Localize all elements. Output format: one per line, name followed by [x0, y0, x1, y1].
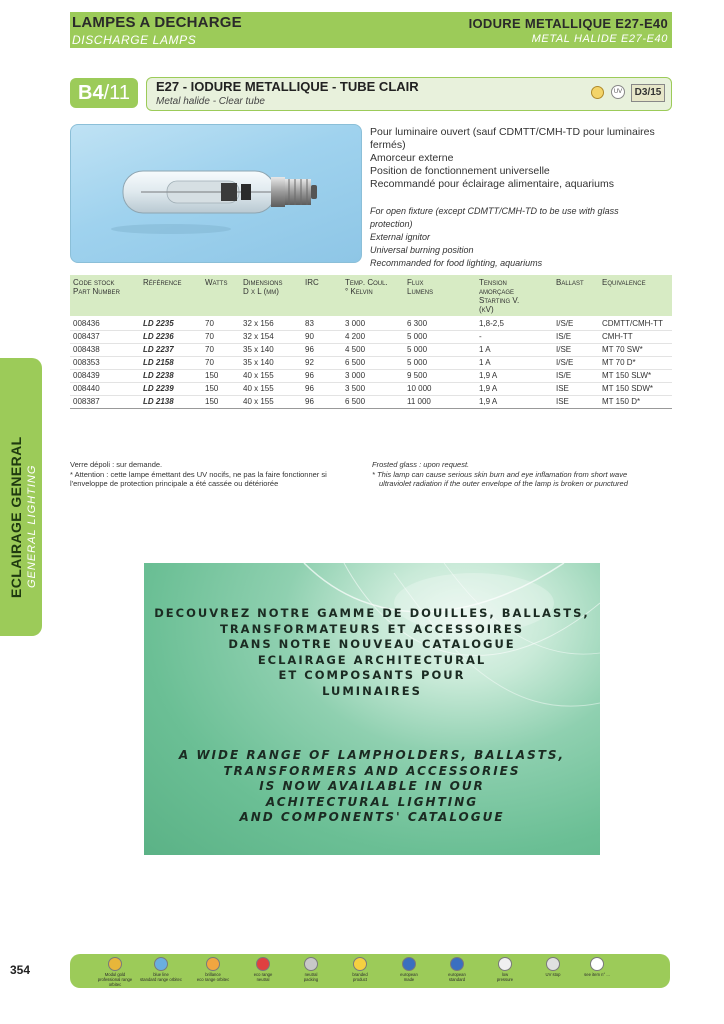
see-item-badge: D3/15 [631, 84, 665, 102]
table-cell: 9 500 [404, 370, 476, 383]
table-cell: 008387 [70, 396, 140, 409]
legend-symbol-icon [108, 957, 122, 971]
description-fr [370, 126, 680, 191]
table-cell: 90 [302, 331, 342, 344]
legend-item [92, 957, 138, 987]
description-fr-line: Recommandé pour éclairage alimentaire, aquariums [370, 178, 614, 190]
section-code [70, 78, 138, 108]
header-product-en: METAL HALIDE E27-E40 [531, 33, 668, 45]
table-cell: 32 x 154 [240, 331, 302, 344]
description-en [370, 205, 680, 270]
table-cell: 1 A [476, 344, 553, 357]
table-row [70, 357, 672, 370]
table-cell: ISE [553, 383, 599, 396]
promo-fr-line: DANS NOTRE NOUVEAU CATALOGUE [228, 637, 516, 651]
table-cell: IS/E [553, 331, 599, 344]
promo-en-line: AND COMPONENTS' CATALOGUE [239, 810, 505, 824]
table-row [70, 316, 672, 331]
legend-label: branded [352, 972, 368, 977]
table-cell: 35 x 140 [240, 357, 302, 370]
description-en-line: External ignitor [370, 232, 431, 242]
col-header-dimensions: Dimensions D x L (mm) [240, 275, 302, 316]
legend-label: UV stop [545, 972, 561, 977]
table-cell: MT 150 D* [599, 396, 672, 409]
table-cell: 008353 [70, 357, 140, 370]
table-cell: 32 x 156 [240, 316, 302, 331]
note-fr-line: Verre dépoli : sur demande. [70, 460, 163, 469]
col-header-stock-code: Code stock Part Number [70, 275, 140, 316]
legend-label: neutral [304, 972, 318, 977]
table-cell: 3 000 [342, 370, 404, 383]
promo-en-line: IS NOW AVAILABLE IN OUR [259, 779, 485, 793]
table-cell: 70 [202, 316, 240, 331]
legend-sublabel: made [403, 977, 415, 982]
section-title-fr: E27 - IODURE METALLIQUE - TUBE CLAIR [156, 79, 419, 94]
table-cell: LD 2237 [140, 344, 202, 357]
table-row [70, 383, 672, 396]
legend-label: see item n° ... [584, 972, 610, 977]
note-en-line: ultraviolet radiation if the outer envelope of the lamp is broken or punctured [379, 479, 628, 488]
table-cell: 150 [202, 396, 240, 409]
side-tab-label-en: GENERAL LIGHTING [26, 464, 38, 588]
section-code-main: B4 [78, 82, 104, 104]
promo-en-line: ACHITECTURAL LIGHTING [265, 794, 479, 809]
table-cell: 5 000 [404, 357, 476, 370]
note-en-line: * This lamp can cause serious skin burn and eye inflamation from short wave [372, 469, 628, 479]
legend-symbol-icon [154, 957, 168, 971]
legend-label: Modul gold [104, 972, 126, 977]
table-cell: 11 000 [404, 396, 476, 409]
table-cell: 150 [202, 383, 240, 396]
legend-symbol-icon [546, 957, 560, 971]
table-cell: - [476, 331, 553, 344]
promo-fr-line: DECOUVREZ NOTRE GAMME DE DOUILLES, BALLASTS, [154, 606, 590, 620]
table-cell: 96 [302, 396, 342, 409]
header-category-en: DISCHARGE LAMPS [72, 33, 197, 47]
table-cell: 5 000 [404, 331, 476, 344]
description-en-line: Recommanded for food lighting, aquariums [370, 258, 543, 268]
note-fr-line: * Attention : cette lampe émettant des UV nocifs, ne pas la faire fonctionner si [70, 469, 327, 479]
table-cell: 10 000 [404, 383, 476, 396]
header-product-fr: IODURE METALLIQUE E27-E40 [468, 16, 668, 31]
table-cell: LD 2236 [140, 331, 202, 344]
table-cell: 1 A [476, 357, 553, 370]
gold-range-icon [591, 86, 604, 99]
legend-label: european [400, 972, 418, 977]
table-cell: 96 [302, 370, 342, 383]
col-header-flux: Flux Lumens [404, 275, 476, 316]
table-cell: LD 2238 [140, 370, 202, 383]
table-cell: 1,9 A [476, 396, 553, 409]
description-en-line: Universal burning position [370, 245, 474, 255]
table-cell: 008438 [70, 344, 140, 357]
legend-item [530, 957, 576, 977]
legend-item [574, 957, 620, 977]
table-cell: 008440 [70, 383, 140, 396]
table-cell: 4 500 [342, 344, 404, 357]
table-cell: 70 [202, 344, 240, 357]
table-cell: I/S/E [553, 357, 599, 370]
table-cell: 6 300 [404, 316, 476, 331]
promo-fr-line: LUMINAIRES [322, 683, 422, 698]
description-fr-line: Pour luminaire ouvert (sauf CDMTT/CMH-TD pour luminaires [370, 126, 655, 138]
table-cell: LD 2158 [140, 357, 202, 370]
table-cell: 83 [302, 316, 342, 331]
table-cell: 008436 [70, 316, 140, 331]
description-fr-line: fermés) [370, 139, 406, 151]
page-number: 354 [10, 963, 31, 977]
col-header-irc: IRC [302, 275, 342, 316]
side-tab-label-fr: ECLAIRAGE GENERAL [8, 436, 24, 598]
table-cell: I/S/E [553, 316, 599, 331]
col-header-starting-voltage: Tension amorçage Starting V. (kV) [476, 275, 553, 316]
table-cell: MT 150 SDW* [599, 383, 672, 396]
promo-en-line: TRANSFORMERS AND ACCESSORIES [223, 763, 521, 778]
legend-item [138, 957, 184, 982]
table-cell: 1,8-2,5 [476, 316, 553, 331]
table-cell: 96 [302, 344, 342, 357]
legend-symbol-icon [402, 957, 416, 971]
legend-sublabel: packing [303, 977, 319, 982]
table-cell: LD 2138 [140, 396, 202, 409]
table-cell: 70 [202, 331, 240, 344]
table-cell: 70 [202, 357, 240, 370]
legend-label: eco range [253, 972, 273, 977]
table-cell: 40 x 155 [240, 396, 302, 409]
description-en-line: protection) [370, 219, 413, 229]
table-cell: 008439 [70, 370, 140, 383]
table-cell: 3 500 [342, 383, 404, 396]
uv-stop-icon: UV [611, 85, 625, 99]
section-code-sub: /11 [103, 82, 130, 104]
table-cell: 4 200 [342, 331, 404, 344]
legend-sublabel: neutral [256, 977, 270, 982]
table-cell: MT 150 SLW* [599, 370, 672, 383]
table-cell: 1,9 A [476, 370, 553, 383]
legend-item [240, 957, 286, 982]
table-row [70, 344, 672, 357]
table-cell: 92 [302, 357, 342, 370]
note-fr-line: l'enveloppe de protection principale a été cassée ou détériorée [70, 479, 279, 488]
table-cell: LD 2239 [140, 383, 202, 396]
table-cell: MT 70 D* [599, 357, 672, 370]
legend-symbol-icon [590, 957, 604, 971]
notes-fr [70, 460, 370, 489]
product-photo [70, 124, 362, 263]
promo-text-en [144, 748, 600, 826]
legend-item [434, 957, 480, 982]
table-cell: 5 000 [404, 344, 476, 357]
section-title-en: Metal halide - Clear tube [156, 96, 265, 107]
table-cell: 35 x 140 [240, 344, 302, 357]
table-cell: I/SE [553, 344, 599, 357]
legend-sublabel: standard range orbitec [140, 977, 182, 982]
col-header-ballast: Ballast [553, 275, 599, 316]
col-header-reference: Référence [140, 275, 202, 316]
legend-sublabel: standard [448, 977, 466, 982]
legend-item [386, 957, 432, 982]
table-row [70, 396, 672, 409]
legend-symbol-icon [206, 957, 220, 971]
legend-symbol-icon [353, 957, 367, 971]
table-cell: ISE [553, 396, 599, 409]
header-category-fr: LAMPES A DECHARGE [72, 14, 242, 31]
legend-sublabel: professional range orbitec [97, 977, 133, 987]
table-cell: 3 000 [342, 316, 404, 331]
legend-sublabel: product [353, 977, 367, 982]
table-cell: 40 x 155 [240, 370, 302, 383]
table-cell: 150 [202, 370, 240, 383]
legend-symbol-icon [498, 957, 512, 971]
table-cell: 1,9 A [476, 383, 553, 396]
description-fr-line: Amorceur externe [370, 152, 454, 164]
table-cell: MT 70 SW* [599, 344, 672, 357]
table-header-row [70, 275, 672, 316]
table-cell: 96 [302, 383, 342, 396]
lamp-illustration [71, 125, 361, 262]
table-row [70, 331, 672, 344]
col-header-color-temp: Temp. Coul. ° Kelvin [342, 275, 404, 316]
col-header-equivalence: Equivalence [599, 275, 672, 316]
legend-symbol-icon [450, 957, 464, 971]
col-header-watts: Watts [202, 275, 240, 316]
table-cell: IS/E [553, 370, 599, 383]
legend-item [337, 957, 383, 982]
promo-fr-line: TRANSFORMATEURS ET ACCESSOIRES [219, 621, 525, 636]
legend-symbol-icon [304, 957, 318, 971]
legend-item [190, 957, 236, 982]
promo-text-fr [144, 606, 600, 699]
legend-item [288, 957, 334, 982]
table-cell: 008437 [70, 331, 140, 344]
description-fr-line: Position de fonctionnement universelle [370, 165, 550, 177]
promo-fr-line: ET COMPOSANTS POUR [278, 668, 466, 682]
notes-en [372, 460, 677, 489]
table-cell: LD 2235 [140, 316, 202, 331]
legend-item [482, 957, 528, 982]
promo-fr-line: ECLAIRAGE ARCHITECTURAL [257, 652, 487, 667]
legend-label: blue line [153, 972, 169, 977]
table-cell: CMH-TT [599, 331, 672, 344]
legend-label: european [448, 972, 466, 977]
legend-label: low [501, 972, 509, 977]
note-en-line: Frosted glass : upon request. [372, 460, 470, 469]
promo-en-line: A WIDE RANGE OF LAMPHOLDERS, BALLASTS, [178, 748, 566, 762]
table-row [70, 370, 672, 383]
legend-symbol-icon [256, 957, 270, 971]
table-cell: CDMTT/CMH-TT [599, 316, 672, 331]
description-en-line: For open fixture (except CDMTT/CMH-TD to be use with glass [370, 206, 619, 216]
product-table [70, 275, 672, 409]
legend-sublabel: pressure [496, 977, 514, 982]
legend-label: brillance [205, 972, 221, 977]
table-cell: 6 500 [342, 396, 404, 409]
table-cell: 40 x 155 [240, 383, 302, 396]
legend-sublabel: eco range orbitec [196, 977, 230, 982]
table-cell: 6 500 [342, 357, 404, 370]
